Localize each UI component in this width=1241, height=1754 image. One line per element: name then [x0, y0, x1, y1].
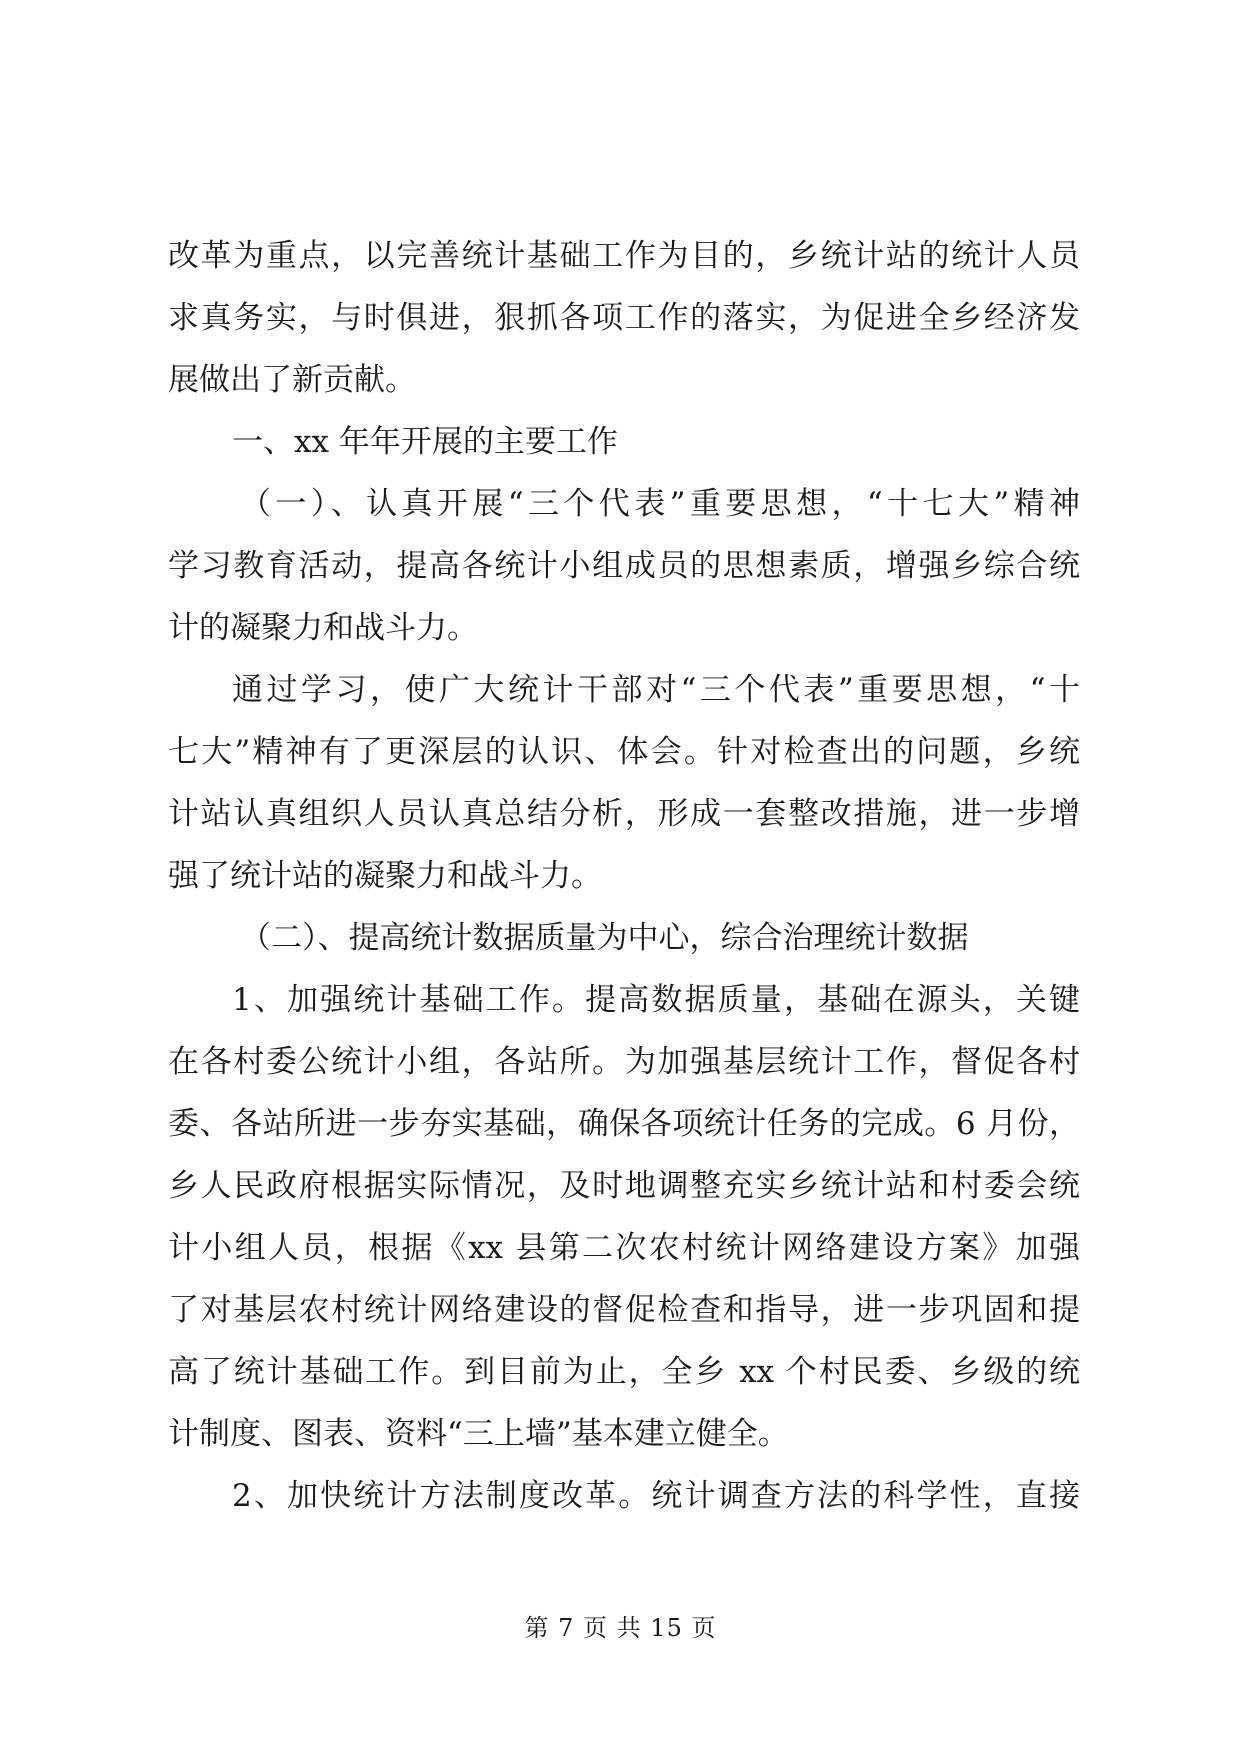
subsection-heading: （二）、提高统计数据质量为中心，综合治理统计数据 [240, 920, 969, 956]
text-line: 在各村委公统计小组，各站所。为加强基层统计工作，督促各村 [168, 1044, 1080, 1080]
text-line: 学习教育活动，提高各统计小组成员的思想素质，增强乡综合统 [168, 548, 1080, 584]
section-heading: 一、xx 年年开展的主要工作 [232, 424, 618, 460]
text-line: 了对基层农村统计网络建设的督促检查和指导，进一步巩固和提 [168, 1292, 1080, 1328]
text-line: 计的凝聚力和战斗力。 [168, 610, 478, 646]
body-text [168, 225, 1080, 1527]
text-line: 展做出了新贡献。 [168, 362, 416, 398]
text-line: 委、各站所进一步夯实基础，确保各项统计任务的完成。6 月份， [168, 1106, 1080, 1142]
text-line: 高了统计基础工作。到目前为止，全乡 xx 个村民委、乡级的统 [168, 1354, 1080, 1390]
text-line: 七大”精神有了更深层的认识、体会。针对检查出的问题，乡统 [168, 734, 1080, 770]
text-line: 计制度、图表、资料“三上墙”基本建立健全。 [168, 1416, 789, 1452]
paragraph-first-line: 1、加强统计基础工作。提高数据质量，基础在源头，关键 [232, 982, 1080, 1018]
text-line: 乡人民政府根据实际情况，及时地调整充实乡统计站和村委会统 [168, 1168, 1080, 1204]
subsection-heading: （一）、认真开展“三个代表”重要思想，“十七大”精神 [240, 486, 1080, 522]
text-line: 改革为重点，以完善统计基础工作为目的，乡统计站的统计人员 [168, 238, 1080, 274]
text-line: 计站认真组织人员认真总结分析，形成一套整改措施，进一步增 [168, 796, 1080, 832]
paragraph-first-line: 2、加快统计方法制度改革。统计调查方法的科学性，直接 [232, 1478, 1080, 1514]
text-line: 强了统计站的凝聚力和战斗力。 [168, 858, 602, 894]
text-line: 求真务实，与时俱进，狠抓各项工作的落实，为促进全乡经济发 [168, 300, 1080, 336]
paragraph-first-line: 通过学习，使广大统计干部对“三个代表”重要思想，“十 [232, 672, 1080, 708]
text-line: 计小组人员，根据《xx 县第二次农村统计网络建设方案》加强 [168, 1230, 1080, 1266]
page-number-footer: 第 7 页 共 15 页 [524, 1614, 717, 1642]
